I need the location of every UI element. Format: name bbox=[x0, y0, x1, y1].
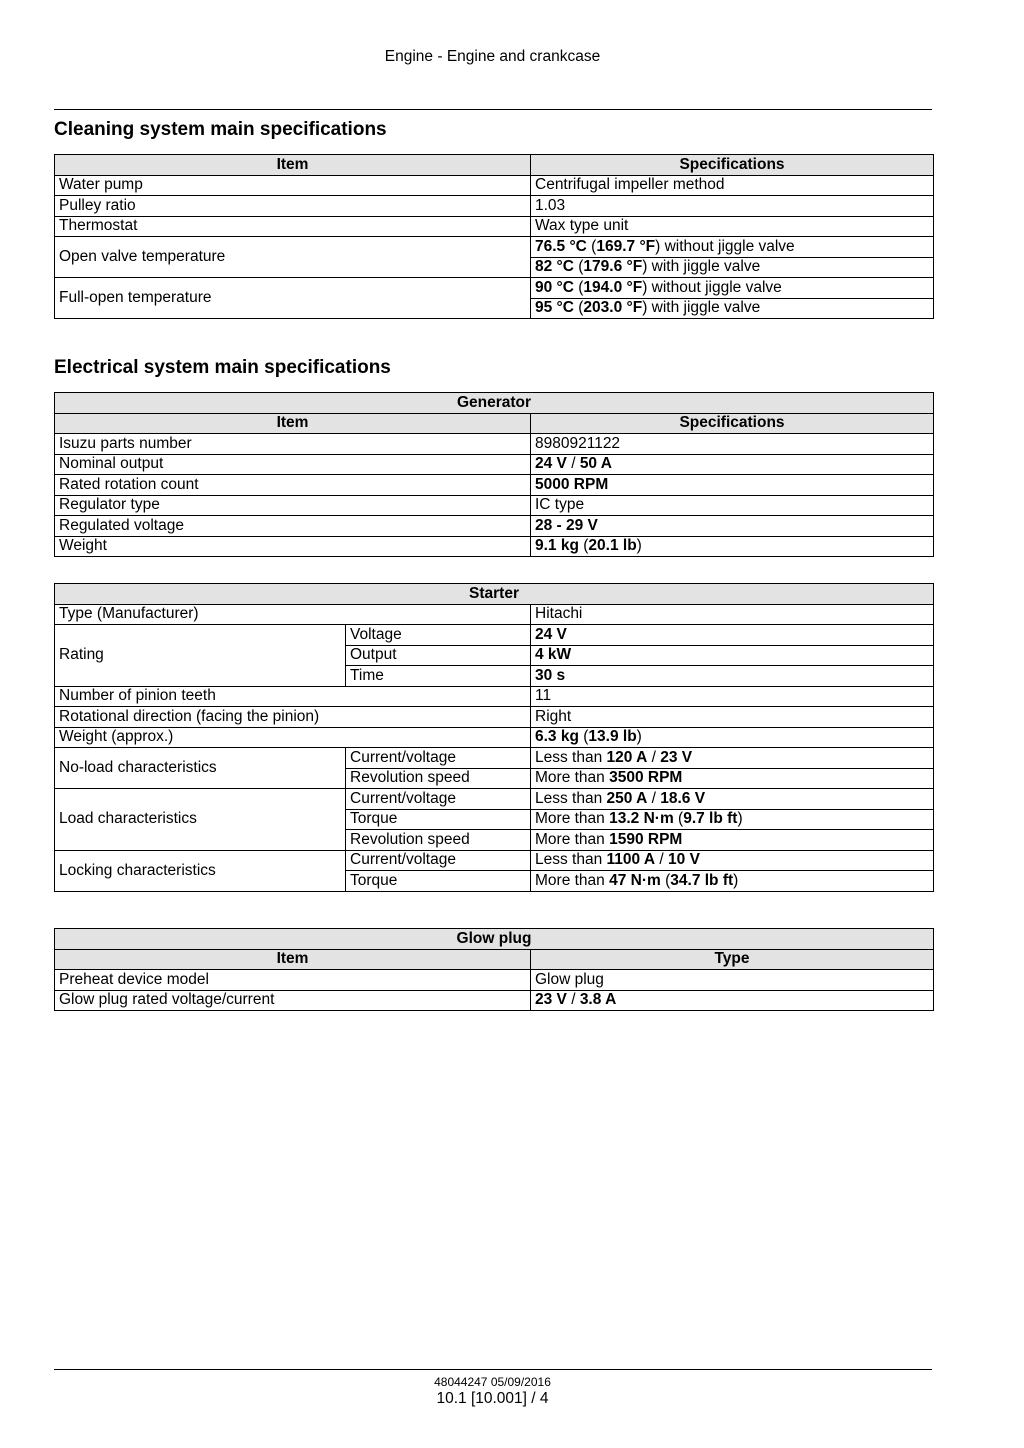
table-header-row bbox=[55, 949, 934, 970]
starter-spec-table bbox=[54, 583, 934, 892]
cleaning-spec-table bbox=[54, 154, 934, 319]
row-value: 90 °C (194.0 °F) without jiggle valve bbox=[531, 278, 934, 299]
row-label: Open valve temperature bbox=[55, 237, 531, 278]
row-value: More than 3500 RPM bbox=[531, 768, 934, 789]
row-value: 4 kW bbox=[531, 645, 934, 666]
row-value: 5000 RPM bbox=[531, 475, 934, 496]
row-value: Glow plug bbox=[531, 970, 934, 991]
row-label: No-load characteristics bbox=[55, 748, 346, 789]
row-value: Wax type unit bbox=[531, 216, 934, 237]
glow-plug-spec-table bbox=[54, 928, 934, 1011]
table-row bbox=[55, 237, 934, 258]
footer-document-reference: 48044247 05/09/2016 bbox=[434, 1375, 551, 1389]
row-value: More than 1590 RPM bbox=[531, 830, 934, 851]
row-value: 95 °C (203.0 °F) with jiggle valve bbox=[531, 298, 934, 319]
row-sublabel: Revolution speed bbox=[346, 768, 531, 789]
row-label: Locking characteristics bbox=[55, 850, 346, 891]
generator-spec-table bbox=[54, 392, 934, 557]
row-value: 9.1 kg (20.1 lb) bbox=[531, 536, 934, 557]
row-sublabel: Output bbox=[346, 645, 531, 666]
glow-plug-table-title: Glow plug bbox=[55, 929, 934, 950]
table-row bbox=[55, 278, 934, 299]
row-value: More than 13.2 N·m (9.7 lb ft) bbox=[531, 809, 934, 830]
electrical-section-title: Electrical system main specifications bbox=[54, 357, 391, 378]
row-value: Less than 250 A / 18.6 V bbox=[531, 789, 934, 810]
header-rule bbox=[54, 109, 932, 110]
table-title-row bbox=[55, 584, 934, 605]
table-row bbox=[55, 454, 934, 475]
table-row bbox=[55, 196, 934, 217]
row-label: Glow plug rated voltage/current bbox=[55, 990, 531, 1011]
row-value: IC type bbox=[531, 495, 934, 516]
row-sublabel: Current/voltage bbox=[346, 850, 531, 871]
row-label: Weight bbox=[55, 536, 531, 557]
running-header: Engine - Engine and crankcase bbox=[384, 48, 601, 65]
table-row bbox=[55, 175, 934, 196]
column-header-type: Type bbox=[531, 949, 934, 970]
table-row bbox=[55, 970, 934, 991]
row-value: 24 V bbox=[531, 625, 934, 646]
row-value: 1.03 bbox=[531, 196, 934, 217]
row-value: 76.5 °C (169.7 °F) without jiggle valve bbox=[531, 237, 934, 258]
row-value: More than 47 N·m (34.7 lb ft) bbox=[531, 871, 934, 892]
table-row bbox=[55, 850, 934, 871]
table-title-row bbox=[55, 393, 934, 414]
row-label: Isuzu parts number bbox=[55, 434, 531, 455]
table-row bbox=[55, 707, 934, 728]
row-sublabel: Time bbox=[346, 666, 531, 687]
table-row bbox=[55, 625, 934, 646]
row-sublabel: Current/voltage bbox=[346, 789, 531, 810]
row-sublabel: Revolution speed bbox=[346, 830, 531, 851]
row-label: Pulley ratio bbox=[55, 196, 531, 217]
table-row bbox=[55, 748, 934, 769]
row-label: Thermostat bbox=[55, 216, 531, 237]
table-row bbox=[55, 536, 934, 557]
row-value: Less than 120 A / 23 V bbox=[531, 748, 934, 769]
starter-table-title: Starter bbox=[55, 584, 934, 605]
table-row bbox=[55, 216, 934, 237]
column-header-specifications: Specifications bbox=[531, 155, 934, 176]
table-row bbox=[55, 516, 934, 537]
row-label: Preheat device model bbox=[55, 970, 531, 991]
table-row bbox=[55, 727, 934, 748]
row-value: 6.3 kg (13.9 lb) bbox=[531, 727, 934, 748]
column-header-item: Item bbox=[55, 413, 531, 434]
row-label: Type (Manufacturer) bbox=[55, 604, 531, 625]
row-label: Rating bbox=[55, 625, 346, 687]
row-value: Right bbox=[531, 707, 934, 728]
row-sublabel: Voltage bbox=[346, 625, 531, 646]
column-header-specifications: Specifications bbox=[531, 413, 934, 434]
table-row bbox=[55, 686, 934, 707]
row-value: 24 V / 50 A bbox=[531, 454, 934, 475]
row-value: Less than 1100 A / 10 V bbox=[531, 850, 934, 871]
row-sublabel: Torque bbox=[346, 871, 531, 892]
row-sublabel: Current/voltage bbox=[346, 748, 531, 769]
column-header-item: Item bbox=[55, 155, 531, 176]
table-row bbox=[55, 475, 934, 496]
table-title-row bbox=[55, 929, 934, 950]
row-value: 28 - 29 V bbox=[531, 516, 934, 537]
table-row bbox=[55, 495, 934, 516]
row-value: Hitachi bbox=[531, 604, 934, 625]
table-row bbox=[55, 434, 934, 455]
table-header-row bbox=[55, 155, 934, 176]
row-label: Weight (approx.) bbox=[55, 727, 531, 748]
footer-rule bbox=[54, 1369, 932, 1370]
column-header-item: Item bbox=[55, 949, 531, 970]
table-row bbox=[55, 789, 934, 810]
row-label: Rotational direction (facing the pinion) bbox=[55, 707, 531, 728]
row-value: 82 °C (179.6 °F) with jiggle valve bbox=[531, 257, 934, 278]
row-value: 8980921122 bbox=[531, 434, 934, 455]
row-value: 23 V / 3.8 A bbox=[531, 990, 934, 1011]
table-header-row bbox=[55, 413, 934, 434]
row-value: 30 s bbox=[531, 666, 934, 687]
row-label: Regulator type bbox=[55, 495, 531, 516]
table-row bbox=[55, 990, 934, 1011]
row-label: Number of pinion teeth bbox=[55, 686, 531, 707]
row-label: Regulated voltage bbox=[55, 516, 531, 537]
row-sublabel: Torque bbox=[346, 809, 531, 830]
row-label: Full-open temperature bbox=[55, 278, 531, 319]
row-value: Centrifugal impeller method bbox=[531, 175, 934, 196]
generator-table-title: Generator bbox=[55, 393, 934, 414]
row-value: 11 bbox=[531, 686, 934, 707]
table-row bbox=[55, 604, 934, 625]
row-label: Nominal output bbox=[55, 454, 531, 475]
footer-page-reference: 10.1 [10.001] / 4 bbox=[436, 1390, 549, 1407]
row-label: Load characteristics bbox=[55, 789, 346, 851]
row-label: Rated rotation count bbox=[55, 475, 531, 496]
row-label: Water pump bbox=[55, 175, 531, 196]
cleaning-section-title: Cleaning system main specifications bbox=[54, 119, 387, 140]
